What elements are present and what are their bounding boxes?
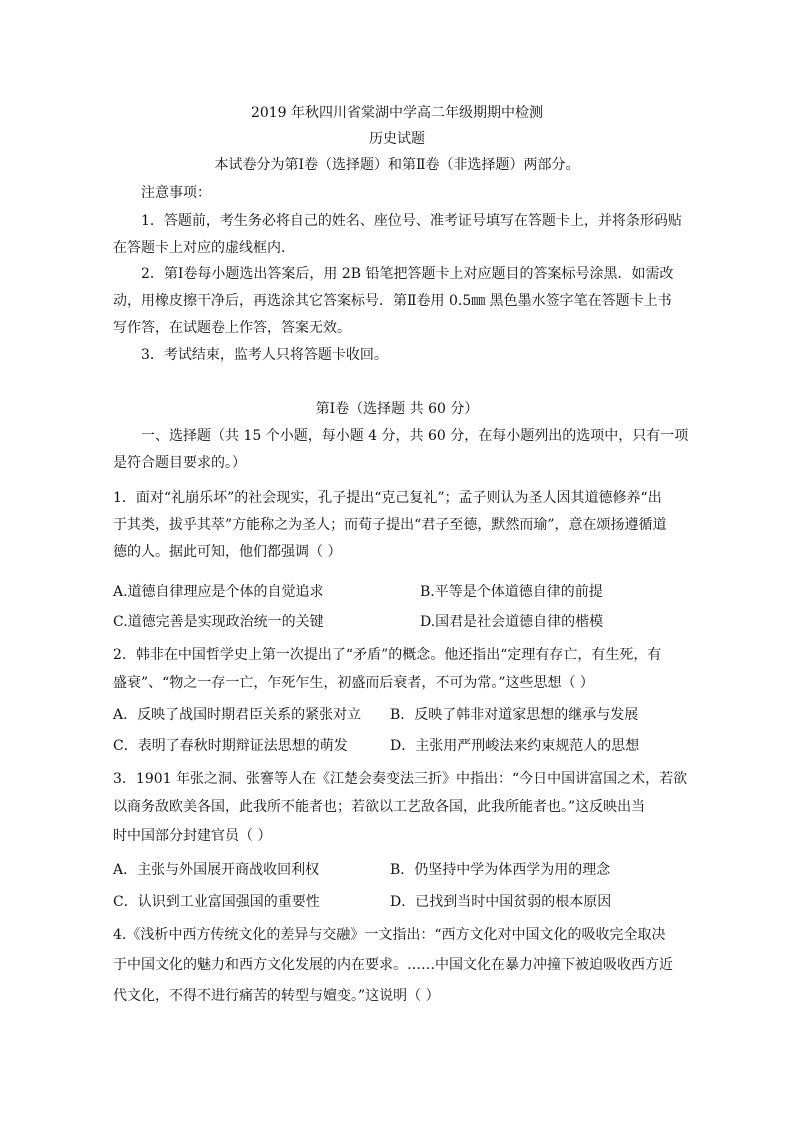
section-instruction: 是符合题目要求的。） [113,455,246,471]
question-4-line: 于中国文化的魅力和西方文化发展的内在要求。……中国文化在暴力冲撞下被迫吸收西方近 [113,957,673,973]
section-title: 第Ⅰ卷（选择题 共 60 分） [315,401,479,417]
exam-intro: 本试卷分为第Ⅰ卷（选择题）和第Ⅱ卷（非选择题）两部分。 [214,157,580,173]
notes-line: 2．第Ⅰ卷每小题选出答案后，用 2B 铅笔把答题卡上对应题目的答案标号涂黑．如需改 [141,266,674,282]
question-1-option-a: A.道德自律理应是个体的自觉追求 [113,584,324,600]
section-instruction: 一、选择题（共 15 个小题，每小题 4 分，共 60 分，在每小题列出的选项中，只有一项 [141,428,689,444]
question-3-line: 3．1901 年张之洞、张謇等人在《江楚会奏变法三折》中指出：“今日中国讲富国之术，若欲 [113,771,688,787]
exam-title: 2019 年秋四川省棠湖中学高二年级期期中检测 [250,105,544,121]
question-2-option-d: D．主张用严刑峻法来约束规范人的思想 [390,738,640,754]
question-4-line: 4.《浅析中西方传统文化的差异与交融》一文指出：“西方文化对中国文化的吸收完全取决 [113,927,666,943]
notes-heading: 注意事项： [141,185,211,201]
question-4-line: 代文化，不得不进行痛苦的转型与嬗变。”这说明（ ） [113,988,440,1004]
question-3-option-c: C．认识到工业富国强国的重要性 [113,894,320,910]
question-3-option-b: B．仍坚持中学为体西学为用的理念 [390,862,611,878]
question-2-line: 2．韩非在中国哲学史上第一次提出了“矛盾”的概念。他还指出“定理有存亡，有生死，有 [113,647,662,663]
notes-line: 1．答题前，考生务必将自己的姓名、座位号、准考证号填写在答题卡上，并将条形码贴 [141,213,682,229]
question-1-line: 于其类，拔乎其萃”方能称之为圣人；而荀子提出“君子至德，默然而瑜”，意在颂扬遵循道 [113,517,667,533]
question-2-option-a: A．反映了战国时期君臣关系的紧张对立 [113,707,362,723]
question-2-option-b: B．反映了韩非对道家思想的继承与发展 [390,707,639,723]
question-3-option-d: D．已找到当时中国贫弱的根本原因 [390,894,612,910]
question-3-line: 时中国部分封建官员（ ） [113,828,272,844]
notes-line: 写作答，在试题卷上作答，答案无效。 [113,320,351,336]
question-1-option-b: B.平等是个体道德自律的前提 [420,584,603,600]
question-2-option-c: C．表明了春秋时期辩证法思想的萌发 [113,738,348,754]
question-1-line: 德的人。据此可知，他们都强调（ ） [113,544,342,560]
notes-line: 在答题卡上对应的虚线框内. [113,240,286,256]
notes-line: 动，用橡皮擦干净后，再选涂其它答案标号．第Ⅱ卷用 0.5㎜ 黑色墨水签字笔在答题卡上书 [113,293,672,309]
exam-subject: 历史试题 [369,131,425,147]
question-1-line: 1．面对“礼崩乐坏”的社会现实，孔子提出“克己复礼”；孟子则认为圣人因其道德修养“出 [113,490,662,506]
notes-line: 3．考试结束，监考人只将答题卡收回。 [141,347,388,363]
question-3-line: 以商务敌欧美各国，此我所不能者也；若欲以工艺敌各国，此我所能者也。”这反映出当 [113,799,646,815]
question-2-line: 盛衰”、“物之一存一亡，乍死乍生，初盛而后衰者，不可为常。”这些思想（ ） [113,675,594,691]
question-1-option-d: D.国君是社会道德自律的楷模 [420,614,604,630]
question-1-option-c: C.道德完善是实现政治统一的关键 [113,614,324,630]
question-3-option-a: A．主张与外国展开商战收回利权 [113,862,320,878]
